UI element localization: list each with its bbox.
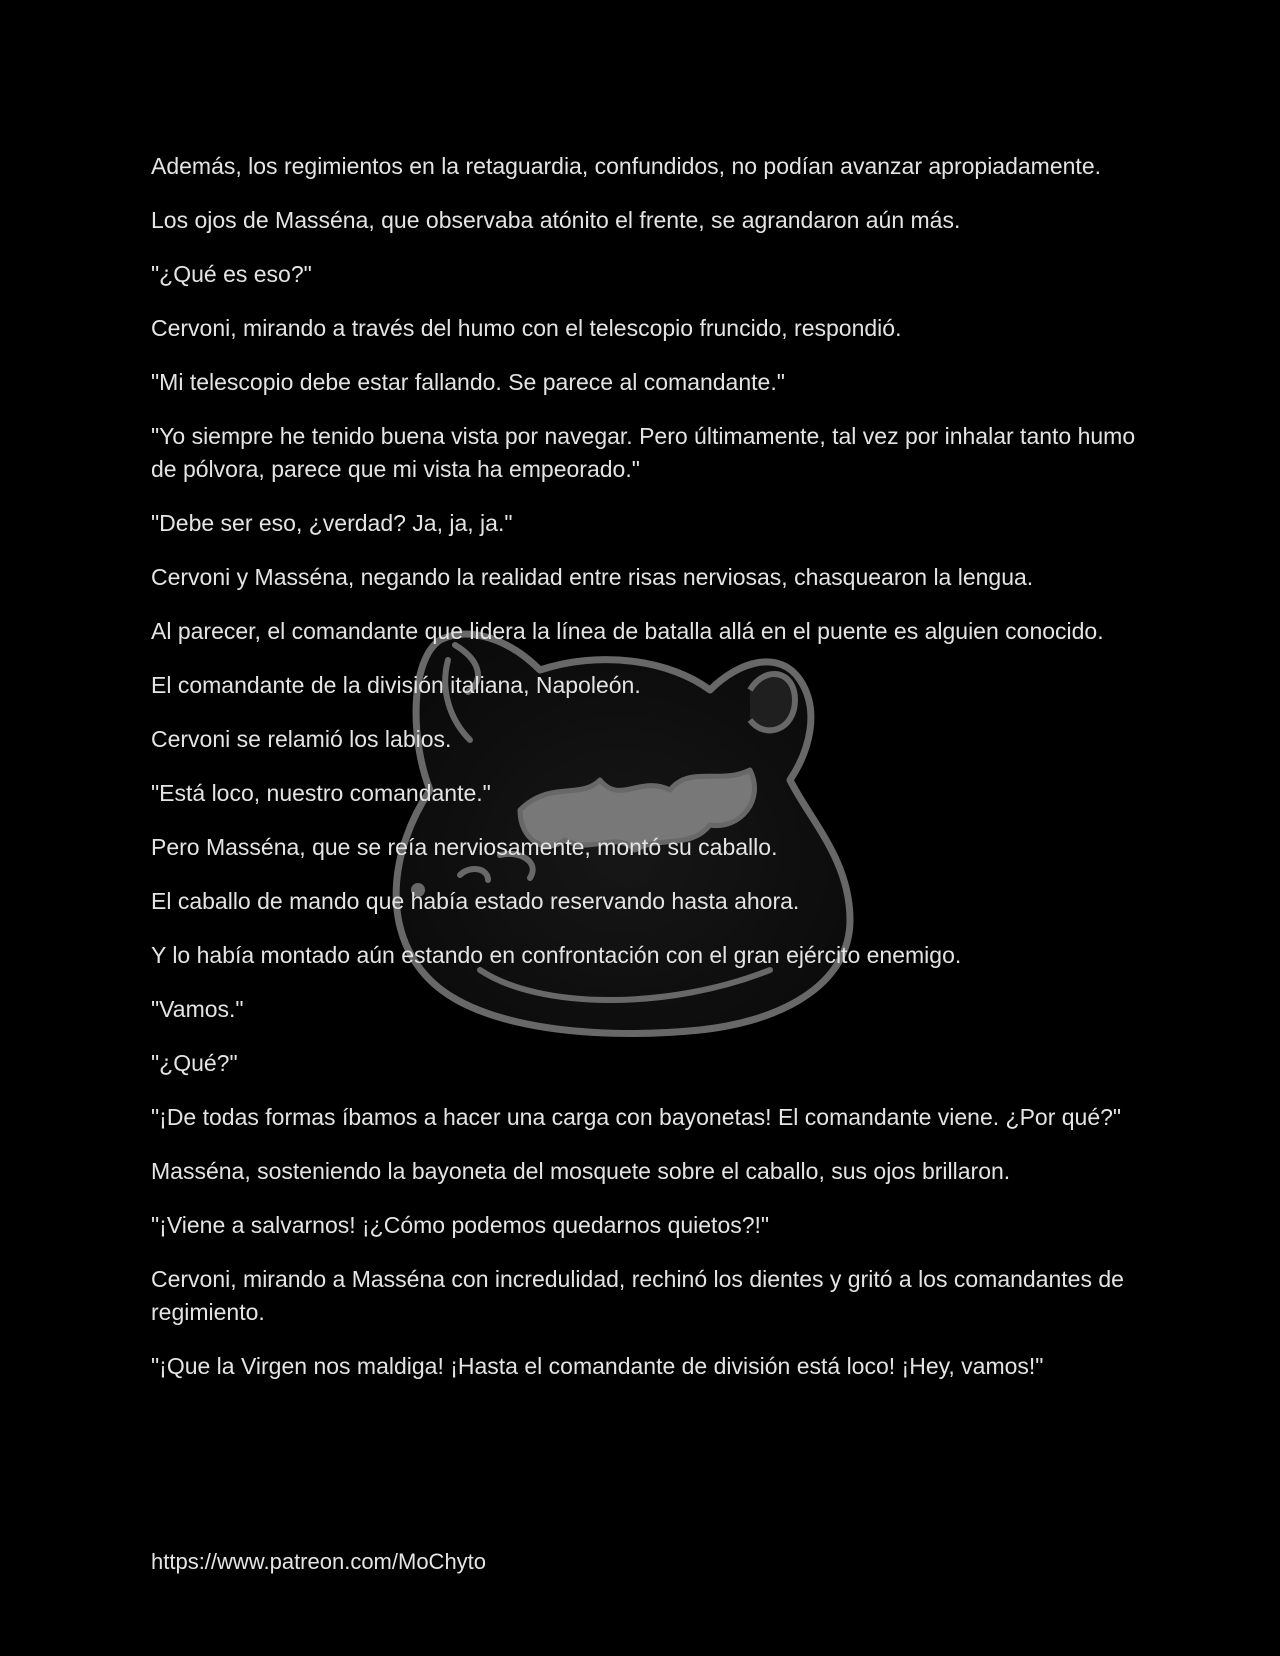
- paragraph: "¿Qué?": [151, 1050, 238, 1076]
- paragraph: "¿Qué es eso?": [151, 261, 312, 287]
- paragraph: Cervoni, mirando a través del humo con el telescopio fruncido, respondió.: [151, 315, 902, 341]
- paragraph: "Debe ser eso, ¿verdad? Ja, ja, ja.": [151, 510, 513, 536]
- paragraph: Y lo había montado aún estando en confrontación con el gran ejército enemigo.: [151, 942, 962, 968]
- paragraph: Al parecer, el comandante que lidera la línea de batalla allá en el puente es alguien conocido.: [151, 618, 1104, 644]
- paragraph: Pero Masséna, que se reía nerviosamente, montó su caballo.: [151, 834, 778, 860]
- paragraph: El caballo de mando que había estado reservando hasta ahora.: [151, 888, 800, 914]
- paragraph: Cervoni, mirando a Masséna con incredulidad, rechinó los dientes y gritó a los comandantes de regimiento.: [151, 1266, 1124, 1325]
- patreon-link[interactable]: https://www.patreon.com/MoChyto: [151, 1549, 487, 1574]
- paragraph: "Mi telescopio debe estar fallando. Se parece al comandante.": [151, 369, 785, 395]
- paragraph: Cervoni y Masséna, negando la realidad entre risas nerviosas, chasquearon la lengua.: [151, 564, 1034, 590]
- paragraph: "¡Viene a salvarnos! ¡¿Cómo podemos quedarnos quietos?!": [151, 1212, 770, 1238]
- paragraph: "Está loco, nuestro comandante.": [151, 780, 491, 806]
- paragraph: Masséna, sosteniendo la bayoneta del mosquete sobre el caballo, sus ojos brillaron.: [151, 1158, 1011, 1184]
- paragraph: El comandante de la división italiana, Napoleón.: [151, 672, 641, 698]
- paragraph: "¡Que la Virgen nos maldiga! ¡Hasta el comandante de división está loco! ¡Hey, vamos!": [151, 1353, 1044, 1379]
- paragraph: Los ojos de Masséna, que observaba atónito el frente, se agrandaron aún más.: [151, 207, 961, 233]
- paragraph: "¡De todas formas íbamos a hacer una carga con bayonetas! El comandante viene. ¿Por qué?": [151, 1104, 1122, 1130]
- paragraph: "Vamos.": [151, 996, 244, 1022]
- paragraph: Cervoni se relamió los labios.: [151, 726, 452, 752]
- chapter-text: [151, 150, 1141, 1404]
- paragraph: "Yo siempre he tenido buena vista por navegar. Pero últimamente, tal vez por inhalar tanto humo de pólvora, parece que mi vista ha empeorado.": [151, 423, 1136, 482]
- paragraph: Además, los regimientos en la retaguardia, confundidos, no podían avanzar apropiadamente.: [151, 153, 1101, 179]
